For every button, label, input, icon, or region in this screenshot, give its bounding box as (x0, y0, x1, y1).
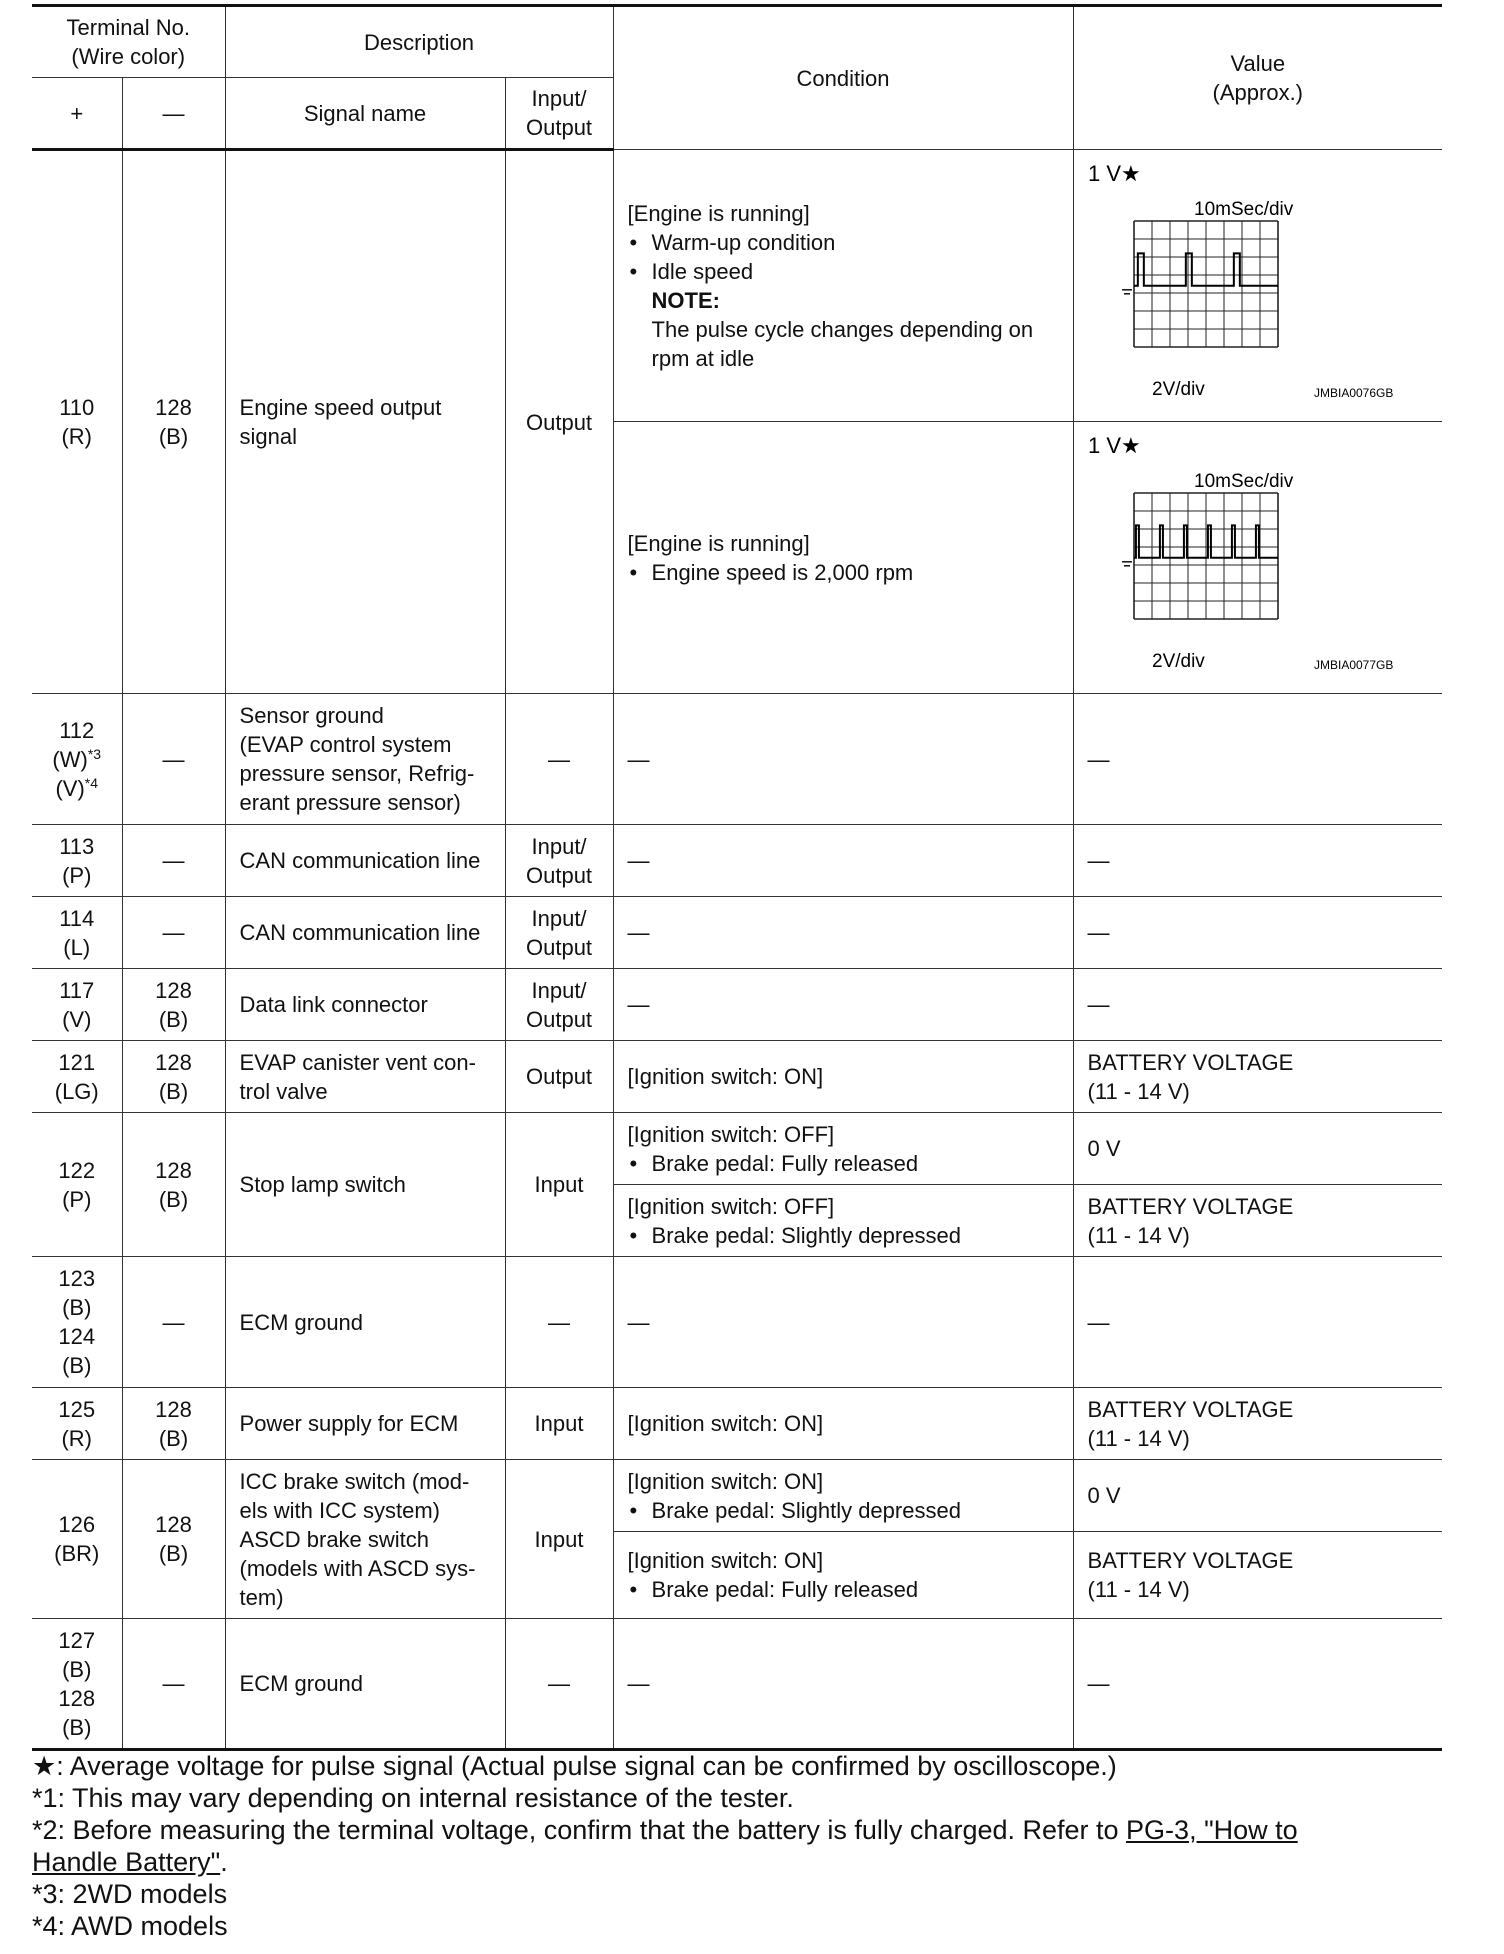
header-terminal-no: Terminal No. (Wire color) (32, 6, 225, 78)
condition-cell: [Engine is running] • Engine speed is 2,000 rpm (613, 422, 1073, 694)
volt-div-label: 2V/div (1151, 650, 1205, 672)
condition-cell: [Ignition switch: ON] (613, 1041, 1073, 1113)
figure-code: JMBIA0076GB (1313, 385, 1393, 400)
signal-name: Stop lamp switch (225, 1113, 505, 1257)
volt-div-label: 2V/div (1151, 378, 1205, 400)
table-row (32, 1619, 1442, 1750)
condition-cell: — (613, 969, 1073, 1041)
terminal-plus: 122 (P) (32, 1113, 122, 1257)
terminal-plus: 113 (P) (32, 825, 122, 897)
condition-cell: [Ignition switch: OFF] • Brake pedal: Slightly depressed (613, 1185, 1073, 1257)
terminal-plus: 114 (L) (32, 897, 122, 969)
value-cell: — (1073, 825, 1442, 897)
footnote-1: *1: This may vary depending on internal resistance of the tester. (32, 1783, 794, 1813)
signal-name: Engine speed output signal (225, 150, 505, 694)
value-label: 1 V★ (1087, 432, 1141, 458)
terminal-minus: — (122, 825, 225, 897)
terminal-plus: 127 (B) 128 (B) (32, 1619, 122, 1750)
footnote-3: *3: 2WD models (32, 1879, 228, 1909)
table-row (32, 897, 1442, 969)
header-minus: — (122, 78, 225, 150)
time-div-label: 10mSec/div (1193, 470, 1293, 492)
condition-cell: [Ignition switch: OFF] • Brake pedal: Fully released (613, 1113, 1073, 1185)
terminal-minus: 128 (B) (122, 969, 225, 1041)
input-output: — (505, 1257, 613, 1388)
waveform-value-cell (1073, 422, 1442, 694)
header-description: Description (225, 6, 613, 78)
header-signal-name: Signal name (225, 78, 505, 150)
condition-cell: [Engine is running] • Warm-up condition • Idle speed NOTE: The pulse cycle changes depending on rpm at idle (613, 150, 1073, 422)
input-output: Input/ Output (505, 825, 613, 897)
value-cell: — (1073, 694, 1442, 825)
terminal-minus: — (122, 897, 225, 969)
input-output: — (505, 1619, 613, 1750)
terminal-plus: 126 (BR) (32, 1460, 122, 1619)
value-cell: BATTERY VOLTAGE (11 - 14 V) (1073, 1388, 1442, 1460)
table-row (32, 1257, 1442, 1388)
terminal-plus: 121 (LG) (32, 1041, 122, 1113)
table-row (32, 1041, 1442, 1113)
condition-cell: — (613, 1619, 1073, 1750)
figure-code: JMBIA0077GB (1313, 657, 1393, 672)
value-cell: BATTERY VOLTAGE (11 - 14 V) (1073, 1532, 1442, 1619)
signal-name: ECM ground (225, 1257, 505, 1388)
value-cell: — (1073, 897, 1442, 969)
oscilloscope-waveform (1074, 423, 1443, 693)
signal-name: ICC brake switch (mod- els with ICC system) ASCD brake switch (models with ASCD sys- tem) (225, 1460, 505, 1619)
terminal-plus: 117 (V) (32, 969, 122, 1041)
value-cell: 0 V (1073, 1460, 1442, 1532)
signal-name: Power supply for ECM (225, 1388, 505, 1460)
table-row (32, 969, 1442, 1041)
footnotes: ★: Average voltage for pulse signal (Actual pulse signal can be confirmed by oscilloscope.) *1: This may vary depending on internal resistance of the tester. *2: Before measuring the terminal voltage, confirm that the battery is fully charged. Refer to PG-3, "How to Handle Battery". *3: 2WD models *4: AWD models (32, 1750, 1442, 1942)
table-row (32, 825, 1442, 897)
time-div-label: 10mSec/div (1193, 198, 1293, 220)
header-input-output: Input/ Output (505, 78, 613, 150)
oscilloscope-waveform (1074, 151, 1443, 421)
battery-link[interactable]: PG-3, "How to (1126, 1815, 1298, 1845)
terminal-minus: 128 (B) (122, 1460, 225, 1619)
table-row (32, 1460, 1442, 1532)
condition-cell: — (613, 825, 1073, 897)
condition-cell: [Ignition switch: ON] (613, 1388, 1073, 1460)
input-output: Input/ Output (505, 969, 613, 1041)
terminal-plus: 125 (R) (32, 1388, 122, 1460)
terminal-minus: — (122, 1619, 225, 1750)
table-row (32, 1388, 1442, 1460)
signal-name: Data link connector (225, 969, 505, 1041)
condition-cell: — (613, 694, 1073, 825)
waveform-value-cell (1073, 150, 1442, 422)
footnote-star: ★: Average voltage for pulse signal (Actual pulse signal can be confirmed by oscilloscope.) (32, 1751, 1117, 1781)
ecm-terminal-table (32, 4, 1442, 1751)
value-cell: BATTERY VOLTAGE (11 - 14 V) (1073, 1185, 1442, 1257)
input-output: Input (505, 1388, 613, 1460)
terminal-plus: 110 (R) (32, 150, 122, 694)
value-cell: 0 V (1073, 1113, 1442, 1185)
input-output: — (505, 694, 613, 825)
terminal-minus: 128 (B) (122, 1388, 225, 1460)
terminal-plus: 123 (B) 124 (B) (32, 1257, 122, 1388)
input-output: Output (505, 150, 613, 694)
table-row (32, 150, 1442, 422)
value-cell: — (1073, 1619, 1442, 1750)
signal-name: CAN communication line (225, 897, 505, 969)
condition-cell: — (613, 897, 1073, 969)
value-cell: — (1073, 1257, 1442, 1388)
battery-link-continued[interactable]: Handle Battery" (32, 1847, 221, 1877)
condition-cell: [Ignition switch: ON] • Brake pedal: Fully released (613, 1532, 1073, 1619)
footnote-4: *4: AWD models (32, 1911, 228, 1941)
footnote-2: *2: Before measuring the terminal voltage, confirm that the battery is fully charged. Refer to PG-3, "How to (32, 1815, 1298, 1845)
table-row (32, 1113, 1442, 1185)
input-output: Output (505, 1041, 613, 1113)
input-output: Input (505, 1460, 613, 1619)
input-output: Input/ Output (505, 897, 613, 969)
terminal-plus: 112 $(W)^{*3}$ $(V)^{*4}$ (32, 694, 122, 825)
terminal-minus: 128 (B) (122, 1041, 225, 1113)
value-cell: — (1073, 969, 1442, 1041)
header-value: Value (Approx.) (1073, 6, 1442, 150)
signal-name: Sensor ground (EVAP control system pressure sensor, Refrig- erant pressure sensor) (225, 694, 505, 825)
header-condition: Condition (613, 6, 1073, 150)
terminal-minus: 128 (B) (122, 150, 225, 694)
table-row (32, 694, 1442, 825)
signal-name: EVAP canister vent con- trol valve (225, 1041, 505, 1113)
header-plus: + (32, 78, 122, 150)
terminal-table-page (32, 4, 1442, 1941)
condition-cell: [Ignition switch: ON] • Brake pedal: Slightly depressed (613, 1460, 1073, 1532)
input-output: Input (505, 1113, 613, 1257)
terminal-minus: 128 (B) (122, 1113, 225, 1257)
value-cell: BATTERY VOLTAGE (11 - 14 V) (1073, 1041, 1442, 1113)
terminal-minus: — (122, 694, 225, 825)
condition-cell: — (613, 1257, 1073, 1388)
signal-name: CAN communication line (225, 825, 505, 897)
terminal-minus: — (122, 1257, 225, 1388)
signal-name: ECM ground (225, 1619, 505, 1750)
value-label: 1 V★ (1087, 160, 1141, 186)
